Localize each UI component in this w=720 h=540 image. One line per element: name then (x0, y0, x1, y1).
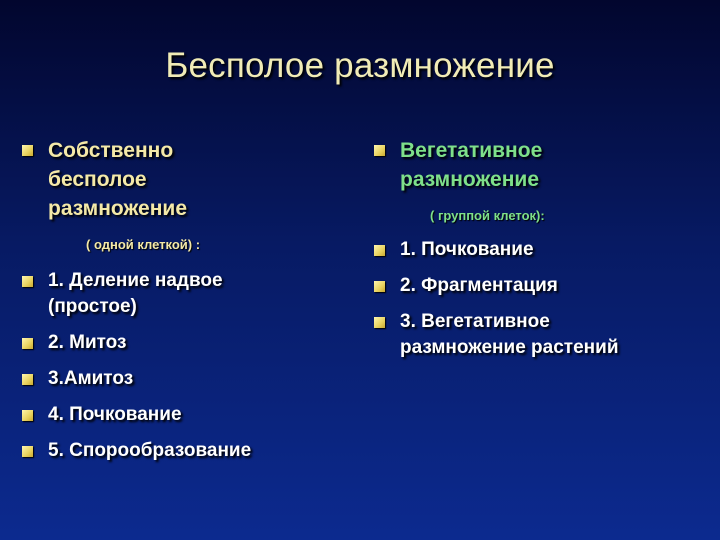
list-item-line: 4. Почкование (48, 404, 182, 425)
list-item-line: 2. Митоз (48, 332, 127, 353)
list-item-line: 3. Вегетативное (400, 311, 550, 332)
list-item (372, 237, 712, 263)
right-heading (372, 136, 712, 194)
left-heading-line: бесполое (48, 168, 147, 191)
list-item (20, 402, 340, 428)
list-item (20, 366, 340, 392)
list-item-line: 1. Деление надвое (48, 270, 223, 291)
list-item-line: (простое) (48, 296, 137, 317)
slide-title: Бесполое размножение (165, 46, 555, 85)
left-heading-line: Собственно (48, 139, 174, 162)
list-item (372, 273, 712, 299)
list-item-line: 1. Почкование (400, 239, 534, 260)
right-heading-line: размножение (400, 168, 540, 191)
list-item-line: 3.Амитоз (48, 368, 134, 389)
list-item-line: 5. Спорообразование (48, 440, 252, 461)
list-item (372, 309, 712, 361)
square-bullet-icon (374, 245, 385, 256)
right-column (372, 136, 712, 361)
square-bullet-icon (374, 145, 385, 156)
square-bullet-icon (22, 410, 33, 421)
right-heading-line: Вегетативное (400, 139, 543, 162)
list-item-line: 2. Фрагментация (400, 275, 558, 296)
square-bullet-icon (22, 446, 33, 457)
list-item (20, 268, 340, 320)
square-bullet-icon (22, 374, 33, 385)
square-bullet-icon (374, 317, 385, 328)
left-heading (20, 136, 340, 223)
left-heading-line: размножение (48, 197, 188, 220)
square-bullet-icon (22, 276, 33, 287)
square-bullet-icon (374, 281, 385, 292)
square-bullet-icon (22, 338, 33, 349)
left-subnote: ( одной клеткой) : (86, 237, 201, 252)
list-item (20, 330, 340, 356)
square-bullet-icon (22, 145, 33, 156)
list-item (20, 438, 340, 464)
right-subnote: ( группой клеток): (430, 208, 545, 223)
list-item-line: размножение растений (400, 337, 619, 358)
left-column (20, 136, 340, 464)
